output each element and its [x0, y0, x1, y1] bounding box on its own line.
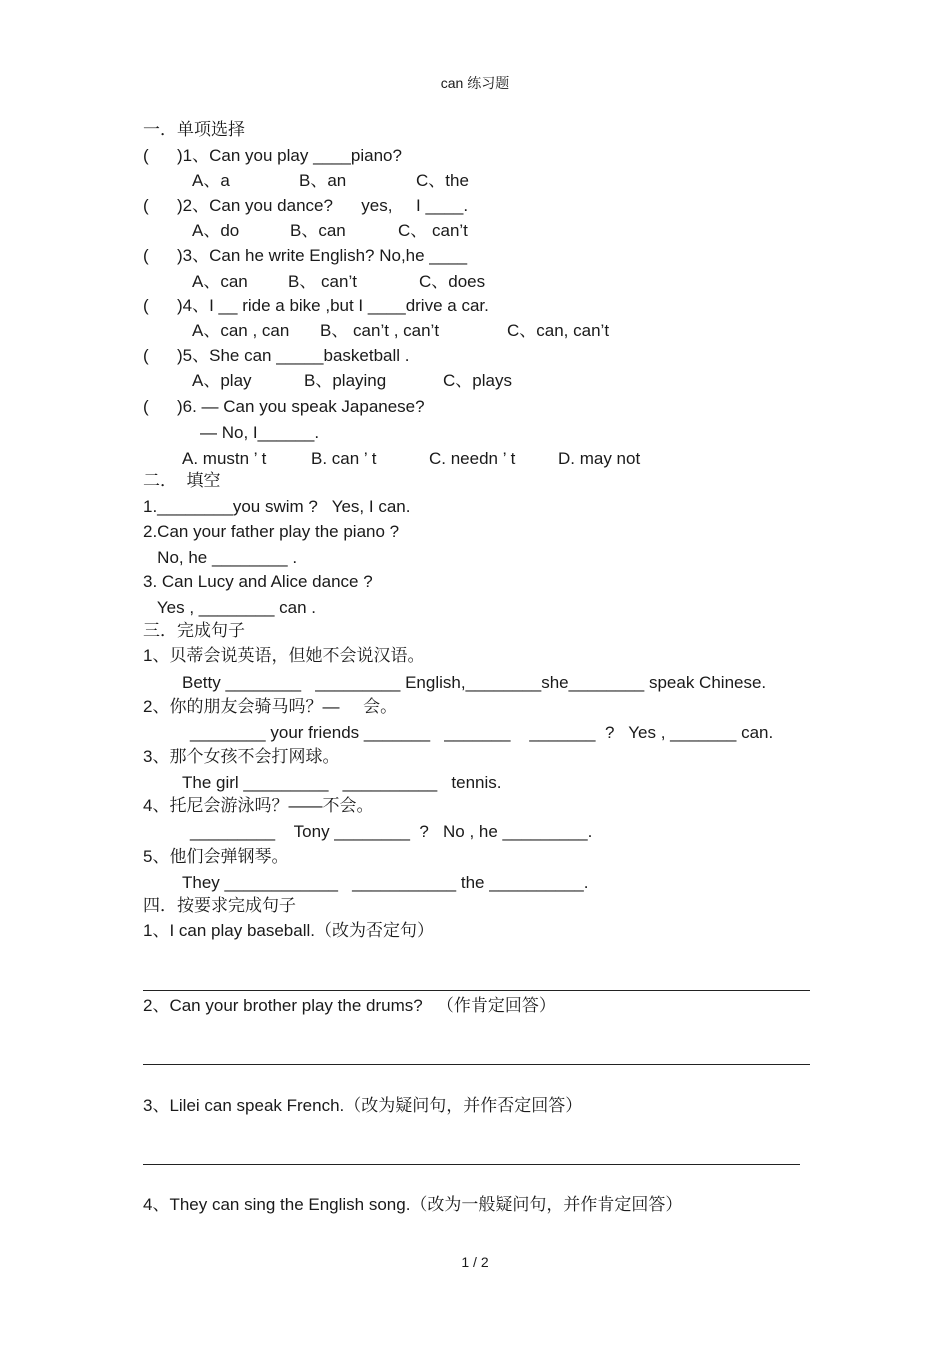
fill-line: 1.________you swim ? Yes, I can.: [143, 497, 411, 516]
answer-rule: [143, 990, 810, 991]
fill-line: Yes , ________ can .: [143, 598, 316, 617]
option: B、 can’t , can’t: [320, 321, 440, 340]
answer-rule: [143, 1164, 800, 1165]
fill-line: No, he ________ .: [143, 548, 298, 567]
option: C、can, can’t: [507, 321, 610, 340]
transform-item: 2、Can your brother play the drums? （作肯定回答）: [143, 996, 556, 1015]
answer-line: They ____________ ___________ the __________.: [182, 873, 589, 892]
translation-prompt: 4、托尼会游泳吗？——不会。: [143, 796, 374, 815]
question-stem: ( )4、I __ ride a bike ,but I ____drive a car.: [143, 296, 489, 315]
transform-item: 1、I can play baseball.（改为否定句）: [143, 921, 434, 940]
option: A. mustn ’ t: [182, 449, 267, 468]
answer-rule: [143, 1064, 810, 1065]
transform-item: 3、Lilei can speak French.（改为疑问句，并作否定回答）: [143, 1096, 583, 1115]
fill-line: 3. Can Lucy and Alice dance ?: [143, 572, 373, 591]
question-stem: ( )5、She can _____basketball .: [143, 346, 410, 365]
option: D. may not: [558, 449, 641, 468]
option: C、the: [416, 171, 469, 190]
option: B、 can’t: [288, 272, 357, 291]
answer-line: Betty ________ _________ English,________she________ speak Chinese.: [182, 673, 767, 692]
option: A、can: [192, 272, 248, 291]
option: C、plays: [443, 371, 512, 390]
option: C、does: [419, 272, 486, 291]
option: C、 can’t: [398, 221, 468, 240]
question-stem: ( )1、Can you play ____piano?: [143, 146, 402, 165]
answer-line: ________ your friends _______ _______ _______ ? Yes , _______ can.: [190, 723, 774, 742]
option: B、playing: [304, 371, 387, 390]
transform-item: 4、They can sing the English song.（改为一般疑问句，并作肯定回答）: [143, 1195, 683, 1214]
translation-prompt: 2、你的朋友会骑马吗？— 会。: [143, 697, 398, 716]
question-sub: — No, I______.: [200, 423, 320, 442]
option: A、can , can: [192, 321, 290, 340]
section-heading: 四．按要求完成句子: [143, 896, 296, 915]
answer-line: The girl _________ __________ tennis.: [182, 773, 502, 792]
question-stem: ( )2、Can you dance? yes, I ____.: [143, 196, 469, 215]
fill-line: 2.Can your father play the piano ?: [143, 522, 400, 541]
question-stem: ( )3、Can he write English? No,he ____: [143, 246, 468, 265]
option: A、do: [192, 221, 240, 240]
section-heading: 二． 填空: [143, 471, 221, 490]
section-heading: 一．单项选择: [143, 120, 245, 139]
option: C. needn ’ t: [429, 449, 516, 468]
page-number: 1 / 2: [461, 1254, 489, 1270]
option: B. can ’ t: [311, 449, 377, 468]
section-heading: 三．完成句子: [143, 621, 245, 640]
translation-prompt: 1、贝蒂会说英语，但她不会说汉语。: [143, 646, 425, 665]
answer-line: _________ Tony ________ ? No , he _________.: [190, 822, 593, 841]
translation-prompt: 3、那个女孩不会打网球。: [143, 747, 340, 766]
page-title: can 练习题: [440, 75, 510, 91]
option: A、a: [192, 171, 230, 190]
question-stem: ( )6. — Can you speak Japanese?: [143, 397, 425, 416]
option: A、play: [192, 371, 252, 390]
option: B、can: [290, 221, 346, 240]
translation-prompt: 5、他们会弹钢琴。: [143, 847, 289, 866]
option: B、an: [299, 171, 347, 190]
